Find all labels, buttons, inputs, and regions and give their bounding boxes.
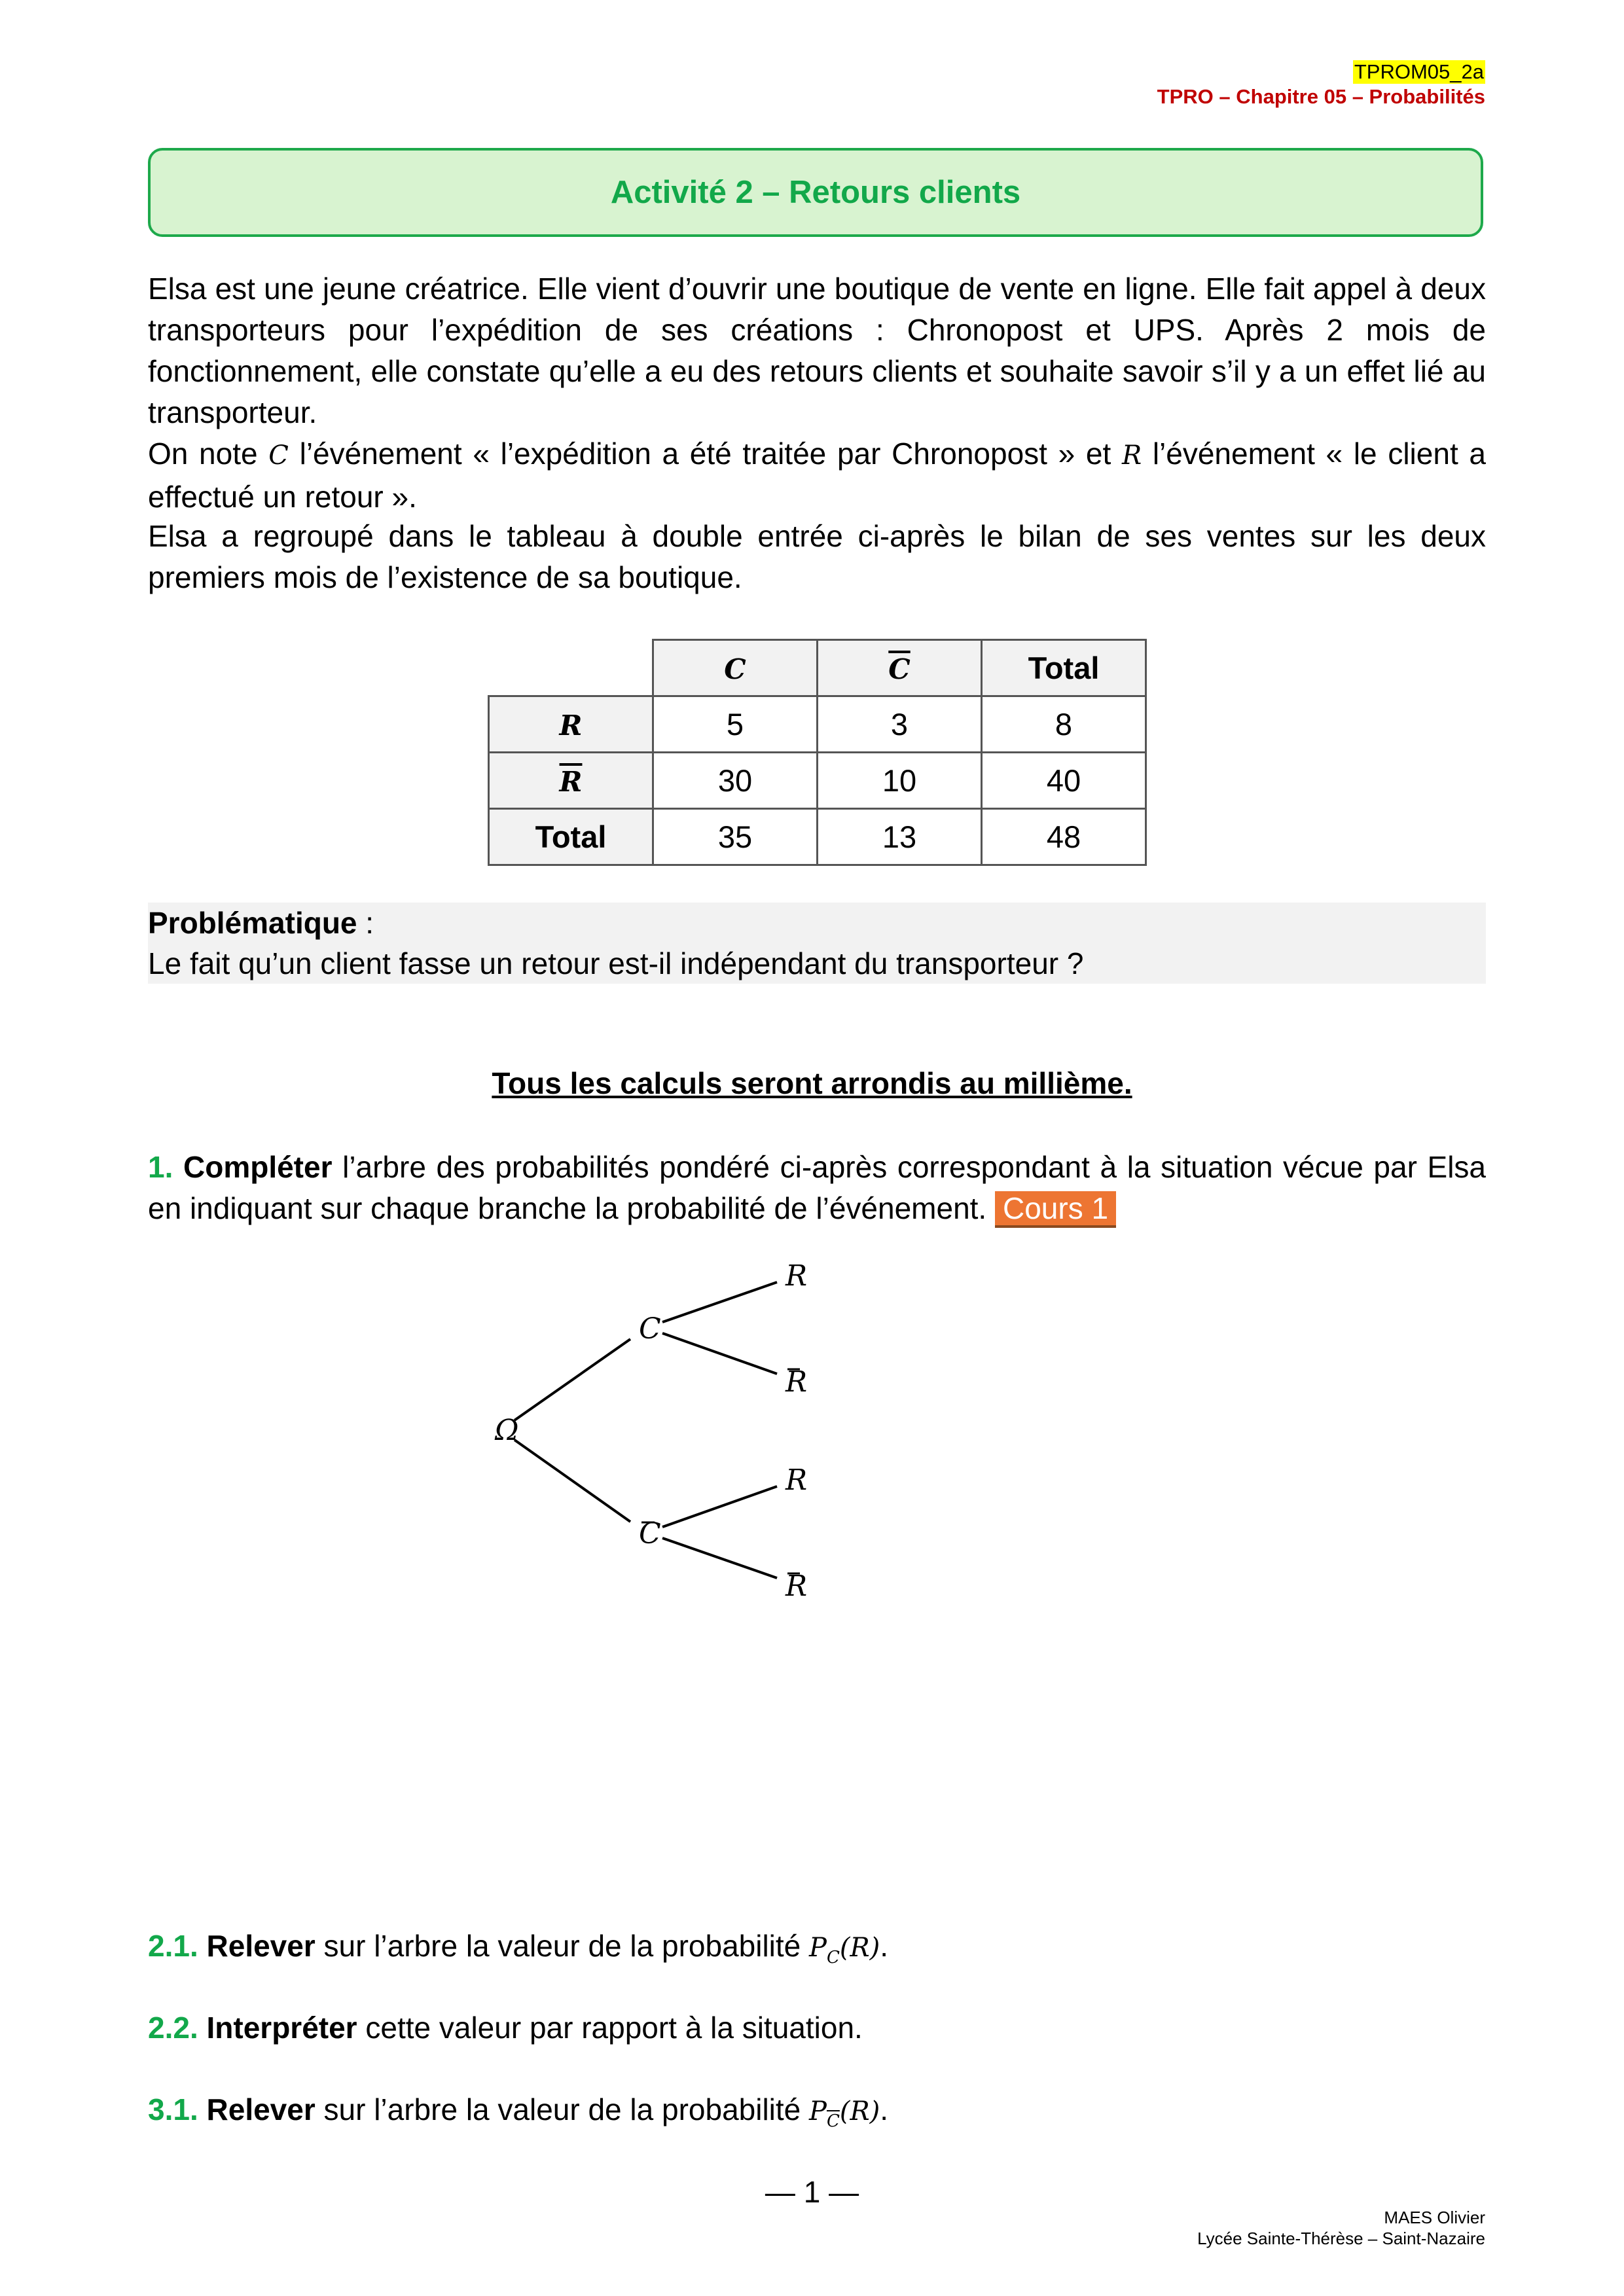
text: . — [880, 2092, 888, 2126]
tree-leaf-r-bar: R — [785, 1365, 808, 1399]
question-verb: Compléter — [183, 1150, 333, 1184]
branch-c-r[interactable] — [662, 1282, 777, 1322]
text: . — [880, 1929, 888, 1963]
cell: 10 — [818, 753, 982, 809]
text: cette valeur par rapport à la situation. — [357, 2011, 863, 2045]
branch-omega-cbar[interactable] — [514, 1440, 630, 1522]
probability-symbol: P — [809, 2096, 827, 2126]
problematique-label: Problématique — [148, 906, 357, 940]
cell: 30 — [653, 753, 818, 809]
header-text: C — [724, 653, 746, 685]
header-text: $\overline{C}$ — [888, 653, 911, 685]
text: sur l’arbre la valeur de la probabilité — [315, 1929, 810, 1963]
text: l’événement « l’expédition a été traitée par Chronopost » et — [288, 437, 1122, 471]
problematique-question: Le fait qu’un client fasse un retour est-il indépendant du transporteur ? — [148, 946, 1084, 980]
branch-cbar-rbar[interactable] — [662, 1538, 777, 1578]
tree-root-omega: Ω — [495, 1414, 519, 1447]
text: l’événement « le client a effectué un retour ». — [148, 437, 1487, 514]
cours-1-link[interactable]: Cours 1 — [995, 1191, 1116, 1228]
chapter-title: TPRO – Chapitre 05 – Probabilités — [1157, 85, 1485, 108]
question-3-1 — [148, 2089, 888, 2142]
cell: 3 — [818, 696, 982, 753]
var-c: C — [268, 440, 289, 471]
branch-cbar-r[interactable] — [662, 1486, 777, 1527]
tree-node-c-bar: C — [639, 1517, 661, 1551]
question-verb: Interpréter — [206, 2011, 357, 2045]
question-number: 3.1. — [148, 2092, 198, 2126]
activity-title: Activité 2 – Retours clients — [610, 175, 1021, 210]
cell: 8 — [982, 696, 1146, 753]
question-verb: Relever — [206, 1929, 316, 1963]
cell: 35 — [653, 809, 818, 865]
probability-argument: (R) — [839, 1933, 880, 1963]
question-number: 1. — [148, 1150, 173, 1184]
probability-condition: C — [826, 2111, 840, 2132]
text: On note — [148, 437, 269, 471]
tree-leaf-r: R — [785, 1259, 808, 1293]
probability-argument: (R) — [839, 2096, 880, 2126]
header-text: Total — [535, 819, 607, 854]
footer-author: MAES Olivier — [1384, 2208, 1485, 2227]
question-number: 2.1. — [148, 1929, 198, 1963]
tree-node-c: C — [639, 1312, 661, 1346]
header-text: $\overline{R}$ — [559, 766, 583, 798]
tree-leaf-r: R — [785, 1463, 808, 1497]
question-verb: Relever — [206, 2092, 316, 2126]
question-2-1 — [148, 1926, 888, 1979]
cell: 5 — [653, 696, 818, 753]
text: sur l’arbre la valeur de la probabilité — [315, 2092, 810, 2126]
document-code: TPROM05_2a — [1354, 60, 1484, 83]
question-number: 2.2. — [148, 2011, 198, 2045]
cell: 40 — [982, 753, 1146, 809]
text: l’arbre des probabilités pondéré ci-après correspondant à la situation vécue par Elsa en indiquant sur chaque branche la probabilité de l’événement. — [148, 1150, 1486, 1225]
cell: 48 — [982, 809, 1146, 865]
probability-symbol: P — [809, 1933, 827, 1963]
header-text: Total — [1028, 651, 1100, 685]
intro-paragraph-1: Elsa est une jeune créatrice. Elle vient d’ouvrir une boutique de vente en ligne. Elle fait appel à deux transporteurs pour l’expédition de ses créations : Chronopost et UPS. Après 2 mois de fonctionnement, elle constate qu’elle a eu des retours clients et souhaite savoir s’il y a un effet lié au transporteur. — [148, 272, 1486, 429]
intro-paragraph-3: Elsa a regroupé dans le tableau à double entrée ci-après le bilan de ses ventes sur les deux premiers mois de l’existence de sa boutique. — [148, 519, 1486, 594]
footer-school: Lycée Sainte-Thérèse – Saint-Nazaire — [1197, 2229, 1485, 2248]
question-2-2 — [148, 2007, 863, 2049]
branch-c-rbar[interactable] — [662, 1333, 777, 1374]
rounding-note: Tous les calculs seront arrondis au millième. — [492, 1066, 1132, 1100]
branch-omega-c[interactable] — [514, 1339, 630, 1420]
probability-condition: C — [826, 1948, 840, 1968]
tree-leaf-r-bar: R — [785, 1570, 808, 1603]
header-text: R — [559, 709, 583, 742]
cell: 13 — [818, 809, 982, 865]
page-number: — 1 — — [765, 2175, 859, 2209]
text: : — [357, 906, 374, 940]
var-r: R — [1122, 440, 1142, 471]
